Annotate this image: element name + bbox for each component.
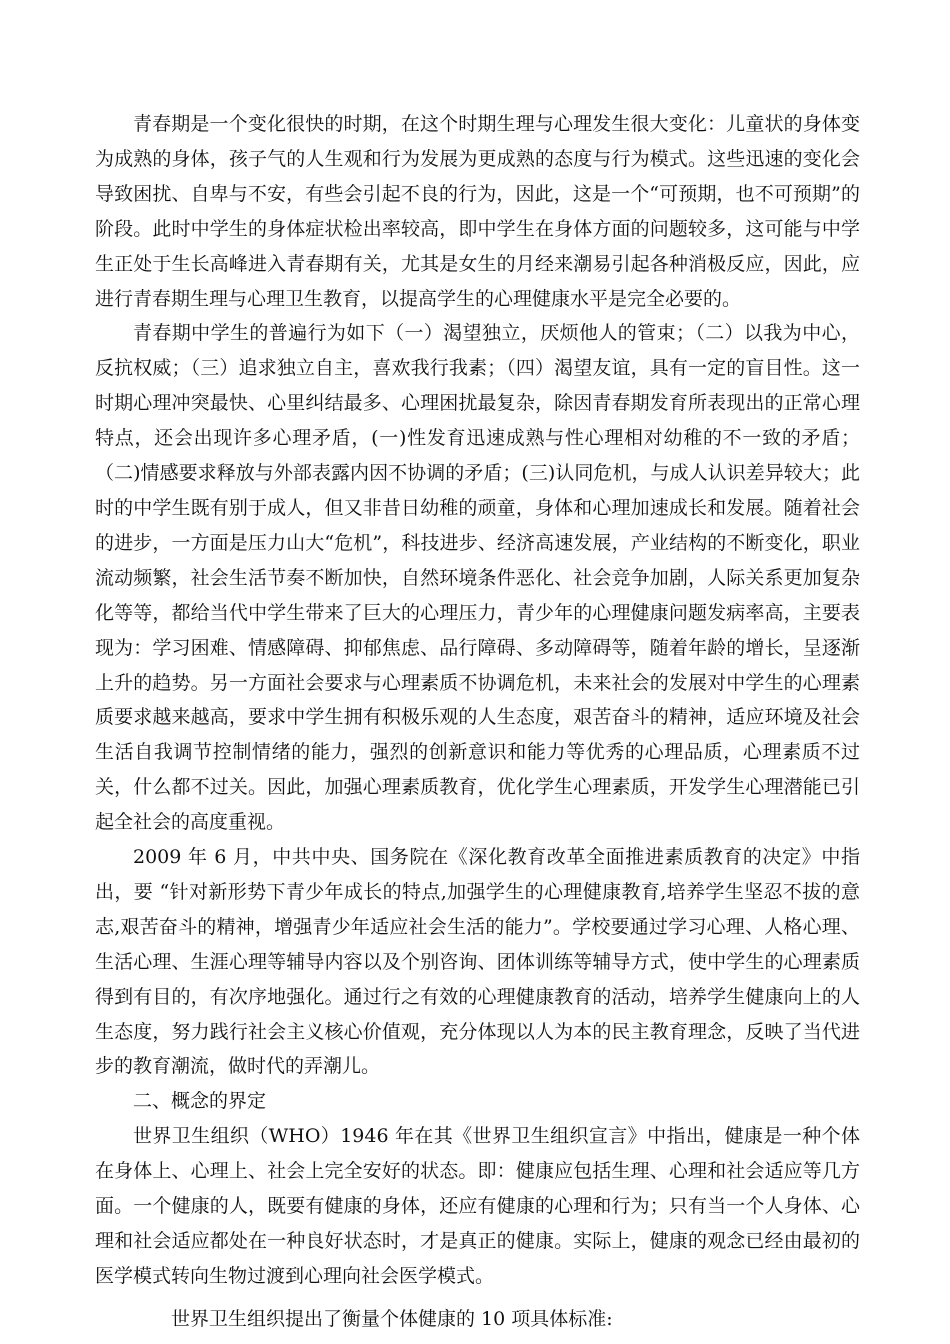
paragraph-who-standards: 世界卫生组织提出了衡量个体健康的 10 项具体标准: bbox=[171, 1307, 613, 1330]
section-heading: 二、概念的界定 bbox=[133, 1090, 267, 1113]
paragraph-behaviors: 青春期中学生的普遍行为如下（一）渴望独立，厌烦他人的管束；（二）以我为中心，反抗权威；（三）追求独立自主，喜欢我行我素；（四）渴望友谊，具有一定的盲目性。这一时期心理冲突最快、心里纠结最多、心理困扰最复杂，除因青春期发育所表现出的正常心理特点，还会出现许多心理矛盾，(一)性发育迅速成熟与性心理相对幼稚的不一致的矛盾；（二)情感要求释放与外部表露内因不协调的矛盾；(三)认同危机，与成人认识差异较大；此时的中学生既有别于成人，但又非昔日幼稚的顽童，身体和心理加速成长和发展。随着社会的进步，一方面是压力山大“危机”，科技进步、经济高速发展，产业结构的不断变化，职业流动频繁，社会生活节奏不断加快，自然环境条件恶化、社会竞争加剧，人际关系更加复杂化等等，都给当代中学生带来了巨大的心理压力，青少年的心理健康问题发病率高，主要表现为：学习困难、情感障碍、抑郁焦虑、品行障碍、多动障碍等，随着年龄的增长，呈逐渐上升的趋势。另一方面社会要求与心理素质不协调危机，未来社会的发展对中学生的心理素质要求越来越高，要求中学生拥有积极乐观的人生态度，艰苦奋斗的精神，适应环境及社会生活自我调节控制情绪的能力，强烈的创新意识和能力等优秀的心理品质，心理素质不过关，什么都不过关。因此，加强心理素质教育，优化学生心理素质，开发学生心理潜能已引起全社会的高度重视。 bbox=[95, 322, 860, 834]
paragraph-who-definition: 世界卫生组织（WHO）1946 年在其《世界卫生组织宣言》中指出，健康是一种个体在身体上、心理上、社会上完全安好的状态。即：健康应包括生理、心理和社会适应等几方面。一个健康的人，既要有健康的身体，还应有健康的心理和行为；只有当一个人身体、心理和社会适应都处在一种良好状态时，才是真正的健康。实际上，健康的观念已经由最初的医学模式转向生物过渡到心理向社会医学模式。 bbox=[95, 1125, 860, 1287]
document-page bbox=[95, 107, 860, 1337]
paragraph-adolescence: 青春期是一个变化很快的时期，在这个时期生理与心理发生很大变化：儿童状的身体变为成熟的身体，孩子气的人生观和行为发展为更成熟的态度与行为模式。这些迅速的变化会导致困扰、自卑与不安，有些会引起不良的行为，因此，这是一个“可预期，也不可预期”的阶段。此时中学生的身体症状检出率较高，即中学生在身体方面的问题较多，这可能与中学生正处于生长高峰进入青春期有关，尤其是女生的月经来潮易引起各种消极反应，因此，应进行青春期生理与心理卫生教育，以提高学生的心理健康水平是完全必要的。 bbox=[95, 113, 860, 310]
paragraph-policy: 2009 年 6 月，中共中央、国务院在《深化教育改革全面推进素质教育的决定》中指出，要 “针对新形势下青少年成长的特点,加强学生的心理健康教育,培养学生坚忍不拔的意志,艰苦奋斗的精神，增强青少年适应社会生活的能力”。学校要通过学习心理、人格心理、生活心理、生涯心理等辅导内容以及个别咨询、团体训练等辅导方式，使中学生的心理素质得到有目的，有次序地强化。通过行之有效的心理健康教育的活动，培养学生健康向上的人生态度，努力践行社会主义核心价值观，充分体现以人为本的民主教育理念，反映了当代进步的教育潮流，做时代的弄潮儿。 bbox=[95, 846, 860, 1078]
